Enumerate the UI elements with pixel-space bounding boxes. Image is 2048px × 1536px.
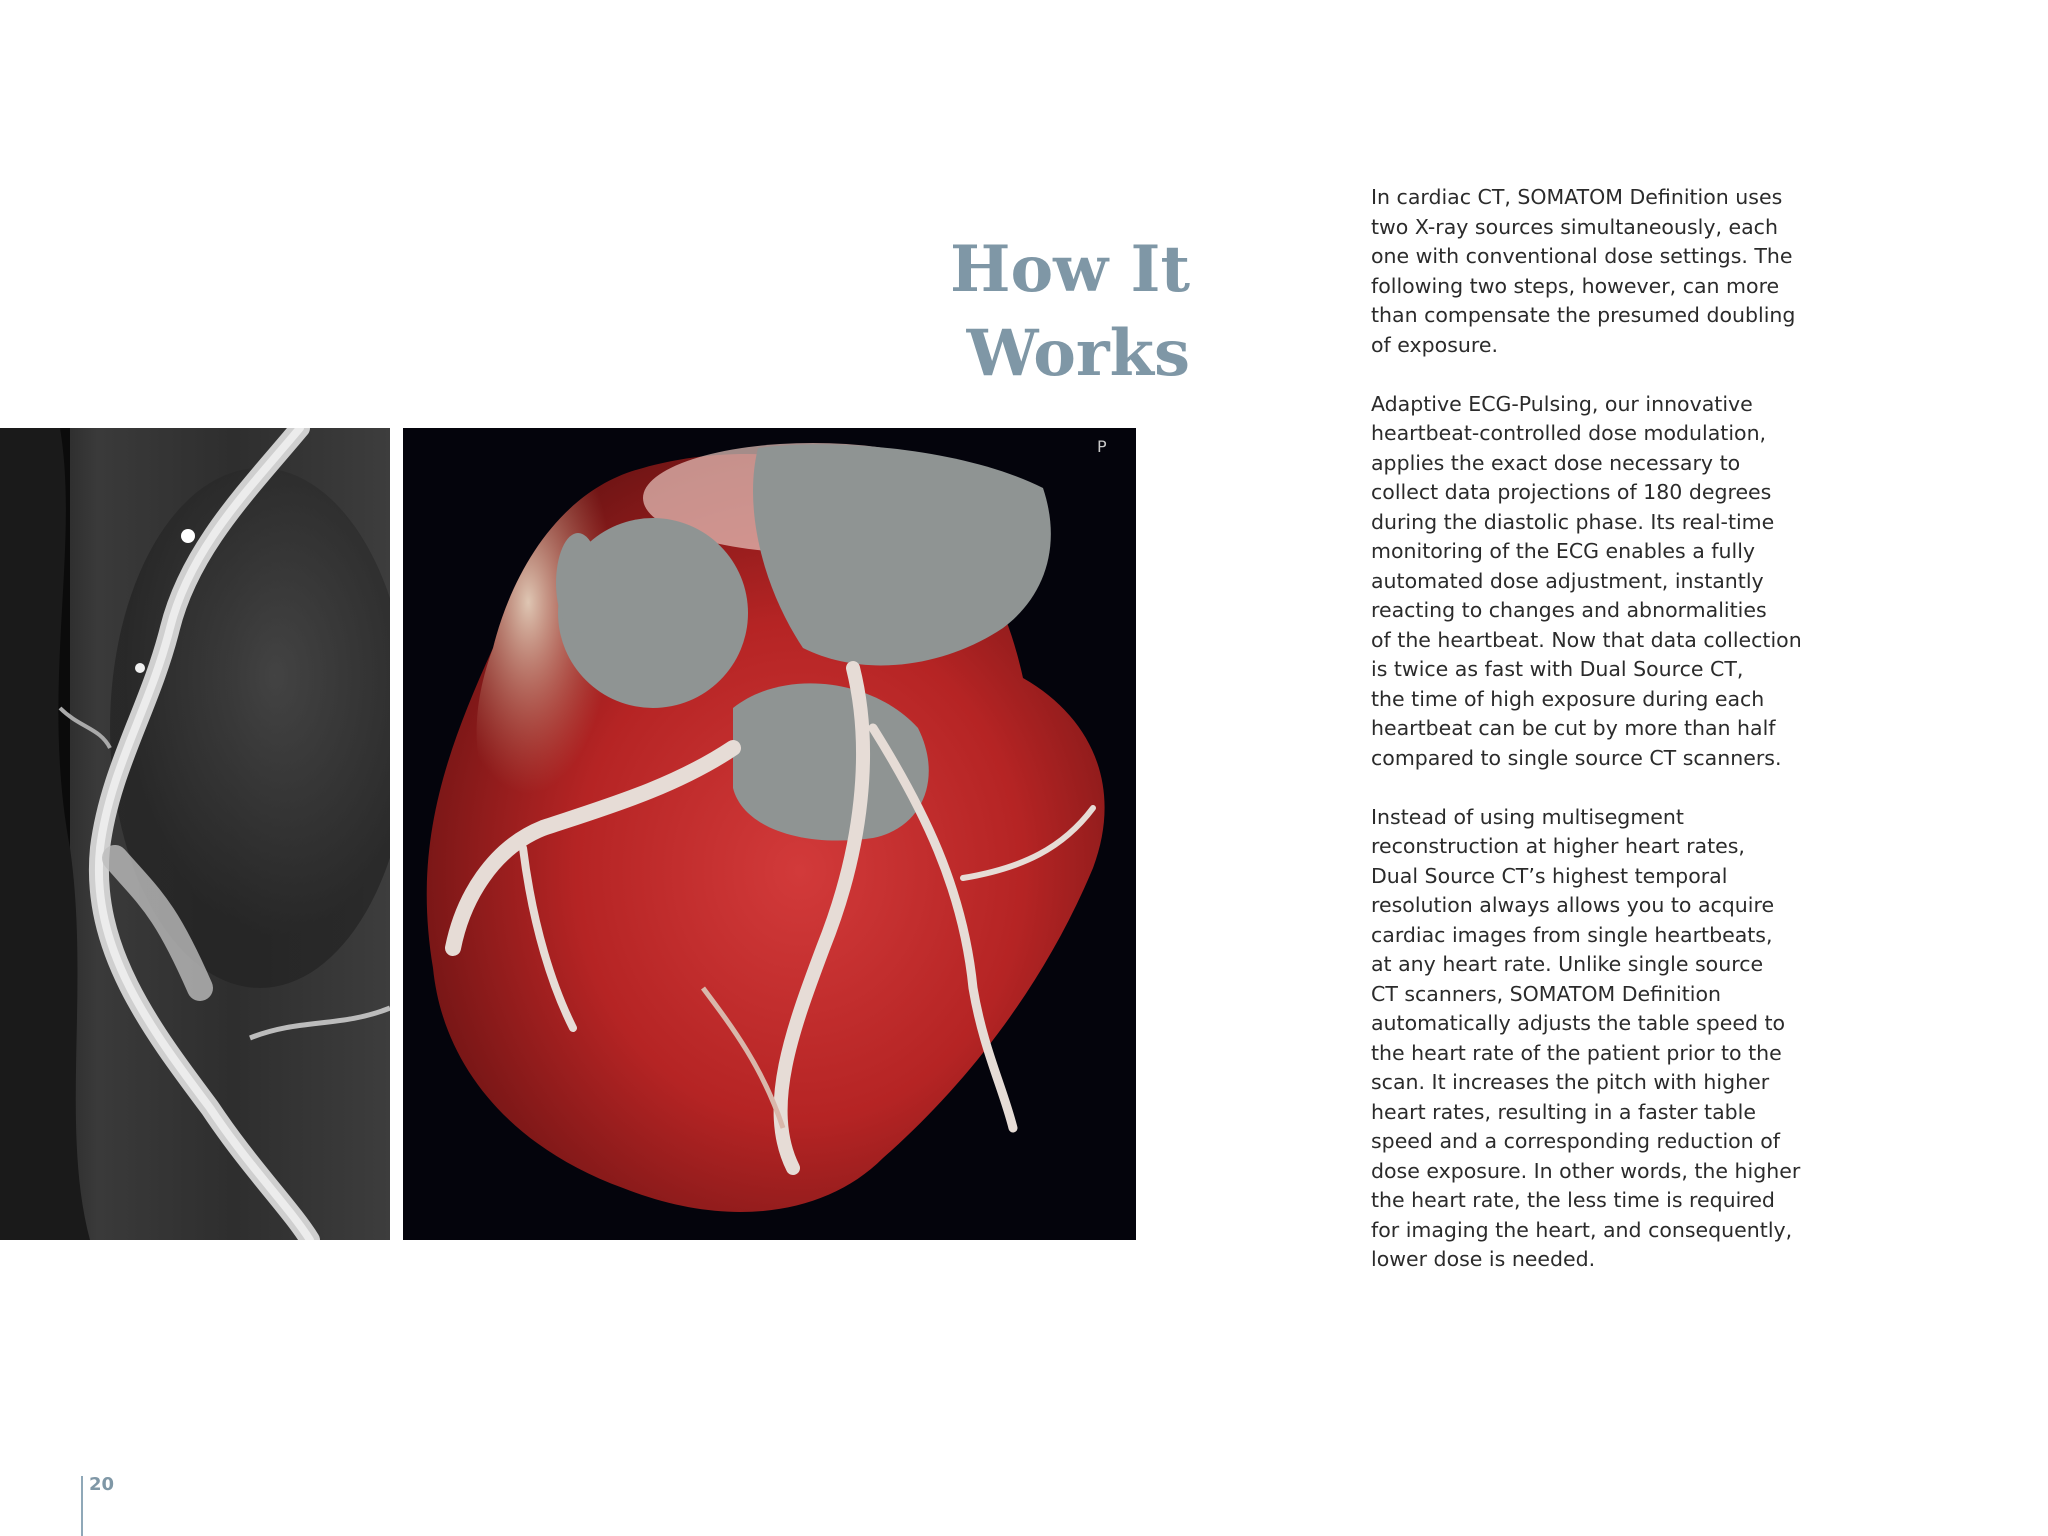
coronary-ct-scan-image: [0, 428, 390, 1240]
heart-3d-render-image: [403, 428, 1136, 1240]
paragraph-table-speed: Instead of using multisegment reconstruction at higher heart rates, Dual Source CT’s highest temporal resolution always allows you to acquire cardiac images from single heartbeats, at any heart rate. Unlike single source CT scanners, SOMATOM Definition automatically adjusts the table speed to the heart rate of the patient prior to the scan. It increases the pitch with higher heart rates, resulting in a faster table speed and a corresponding reduction of dose exposure. In other words, the higher the heart rate, the less time is required for imaging the heart, and consequently, lower dose is needed.: [1371, 804, 1801, 1271]
page-title: How It Works: [949, 232, 1190, 391]
article-body: [1371, 183, 1871, 1304]
coronary-ct-scan-graphic: [0, 428, 390, 1240]
paragraph-dual-source: In cardiac CT, SOMATOM Definition uses two X-ray sources simultaneously, each one with conventional dose settings. The following two steps, however, can more than compensate the presumed doubling of exposure.: [1371, 185, 1796, 357]
orientation-label: P: [1097, 437, 1107, 456]
page-number-rule: [81, 1476, 83, 1536]
heart-3d-render-graphic: [403, 428, 1136, 1240]
page-number: 20: [89, 1474, 115, 1495]
paragraph-ecg-pulsing: Adaptive ECG-Pulsing, our innovative heartbeat-controlled dose modulation, applies the exact dose necessary to collect data projections of 180 degrees during the diastolic phase. Its real-time monitoring of the ECG enables a fully automated dose adjustment, instantly reacting to changes and abnormalities of the heartbeat. Now that data collection is twice as fast with Dual Source CT, the time of high exposure during each heartbeat can be cut by more than half compared to single source CT scanners.: [1371, 391, 1802, 770]
